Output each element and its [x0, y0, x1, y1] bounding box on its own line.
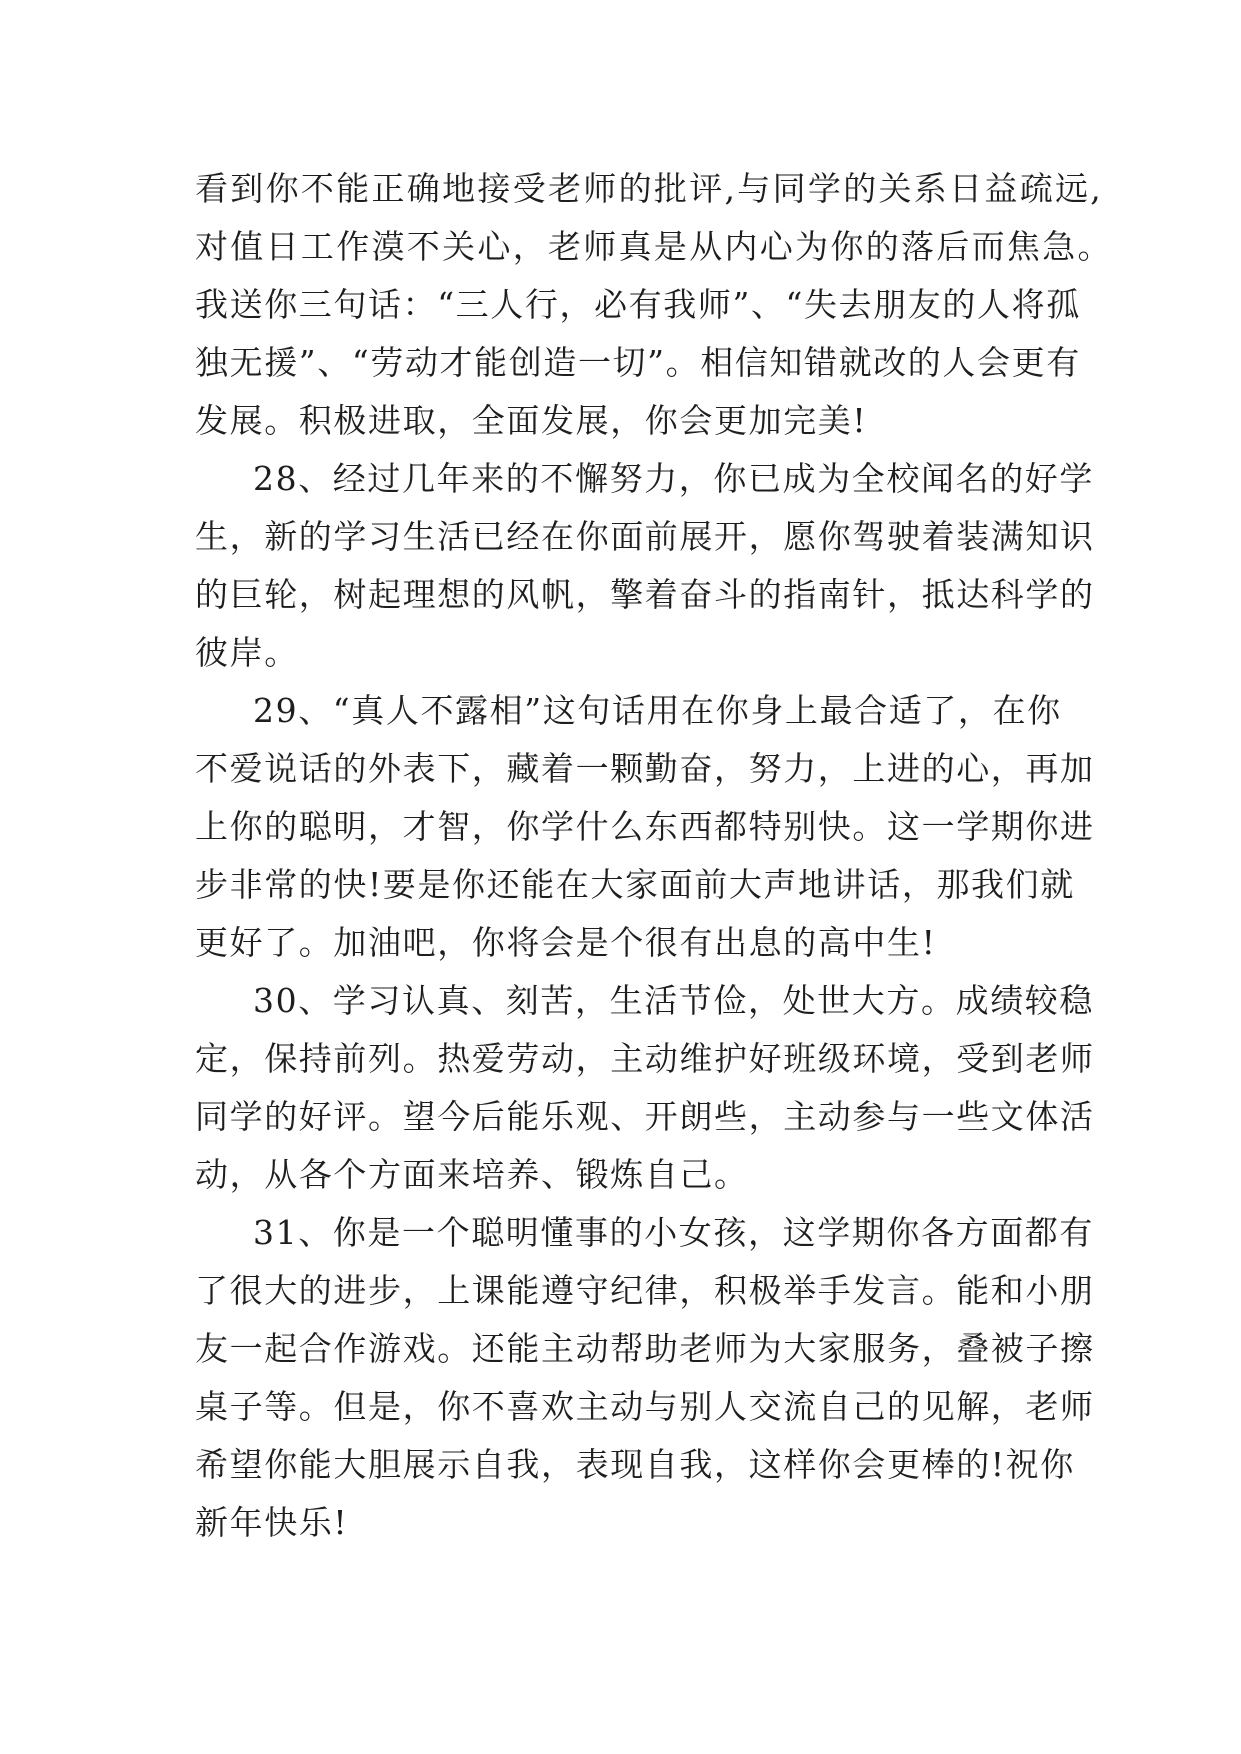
text-line: 我送你三句话：“三人行，必有我师”、“失去朋友的人将孤 [195, 285, 1081, 324]
text-line: 桌子等。但是，你不喜欢主动与别人交流自己的见解，老师 [195, 1387, 1095, 1426]
text-line: 步非常的快!要是你还能在大家面前大声地讲话，那我们就 [195, 865, 1075, 904]
text-line: 彼岸。 [195, 633, 299, 672]
paragraph-start-31: 31、你是一个聪明懂事的小女孩，这学期你各方面都有 [253, 1213, 1094, 1252]
text-line: 独无援”、“劳动才能创造一切”。相信知错就改的人会更有 [195, 343, 1081, 382]
text-line: 发展。积极进取，全面发展，你会更加完美! [195, 401, 868, 440]
text-line: 了很大的进步，上课能遵守纪律，积极举手发言。能和小朋 [195, 1271, 1095, 1310]
paragraph-start-30: 30、学习认真、刻苦，生活节俭，处世大方。成绩较稳 [253, 981, 1094, 1020]
text-line: 不爱说话的外表下，藏着一颗勤奋，努力，上进的心，再加 [195, 749, 1095, 788]
text-line: 对值日工作漠不关心，老师真是从内心为你的落后而焦急。 [195, 227, 1113, 266]
text-line: 新年快乐! [195, 1503, 349, 1542]
text-line: 同学的好评。望今后能乐观、开朗些，主动参与一些文体活 [195, 1097, 1095, 1136]
text-line: 上你的聪明，才智，你学什么东西都特别快。这一学期你进 [195, 807, 1095, 846]
text-line: 动，从各个方面来培养、锻炼自己。 [195, 1155, 749, 1194]
text-line: 更好了。加油吧，你将会是个很有出息的高中生! [195, 923, 937, 962]
text-line: 生，新的学习生活已经在你面前展开，愿你驾驶着装满知识 [195, 517, 1095, 556]
text-line: 友一起合作游戏。还能主动帮助老师为大家服务，叠被子擦 [195, 1329, 1095, 1368]
paragraph-start-28: 28、经过几年来的不懈努力，你已成为全校闻名的好学 [253, 459, 1094, 498]
text-line: 希望你能大胆展示自我，表现自我，这样你会更棒的!祝你 [195, 1445, 1075, 1484]
text-line: 定，保持前列。热爱劳动，主动维护好班级环境，受到老师 [195, 1039, 1095, 1078]
text-line: 看到你不能正确地接受老师的批评,与同学的关系日益疏远, [195, 169, 1104, 208]
text-line: 的巨轮，树起理想的风帆，擎着奋斗的指南针，抵达科学的 [195, 575, 1095, 614]
paragraph-start-29: 29、“真人不露相”这句话用在你身上最合适了，在你 [253, 691, 1062, 730]
